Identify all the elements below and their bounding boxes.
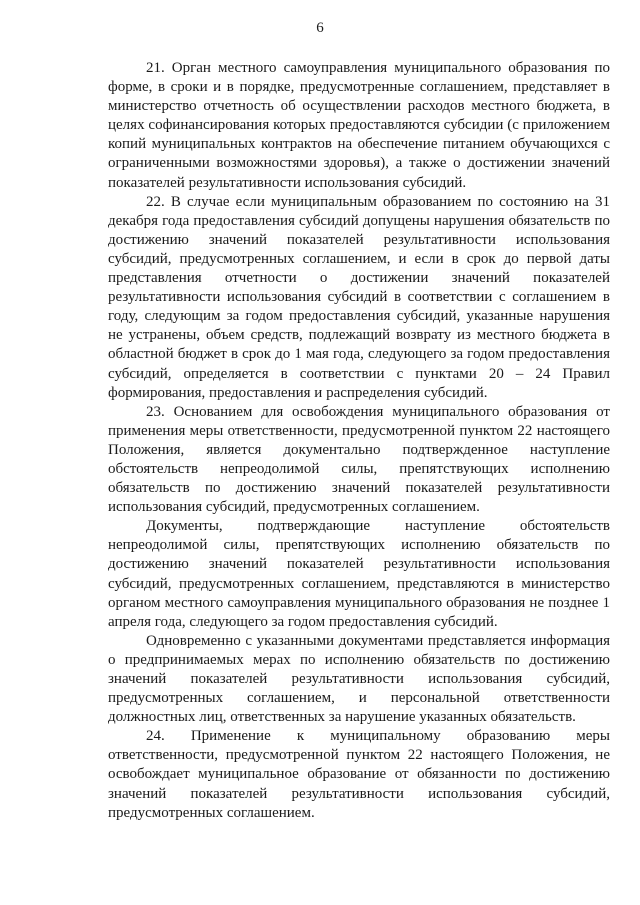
paragraph-item-21: 21. Орган местного самоуправления муниципального образования по форме, в сроки и в порядке, предусмотренные соглашением, представляет в министерство отчетность об осуществлении расходов местного бюджета, в целях софинансирования которых предоставляются субсидии (с приложением копий муниципальных контрактов на обеспечение питанием обучающихся с ограниченными возможностями здоровья), а также о достижении значений показателей результативности использования субсидий. — [108, 60, 610, 191]
paragraph-simultaneously: Одновременно с указанными документами представляется информация о предпринимаемых мерах по исполнению обязательств по достижению значений показателей результативности использования субсидий, предусмотренных соглашением, и персональной ответственности должностных лиц, ответственных за нарушение указанных обязательств. — [108, 632, 610, 726]
paragraph-item-24: 24. Применение к муниципальному образованию меры ответственности, предусмотренной пунктом 22 настоящего Положения, не освобождает муниципальное образование от обязанности по достижению значений показателей результативности использования субсидий, предусмотренных соглашением. — [108, 728, 610, 821]
paragraph-item-22: 22. В случае если муниципальным образованием по состоянию на 31 декабря года предоставления субсидий допущены нарушения обязательств по достижению значений показателей результативности использования субсидий, предусмотренных соглашением, и если в срок до первой даты представления отчетности о достижении значений показателей результативности использования субсидий в соответствии с соглашением в году, следующим за годом предоставления субсидий, указанные нарушения не устранены, объем средств, подлежащий возврату из местного бюджета в областной бюджет в срок до 1 мая года, следующего за годом предоставления субсидий, определяется в соответствии с пунктами 20 – 24 Правил формирования, предоставления и распределения субсидий. — [108, 193, 610, 401]
document-body — [108, 59, 610, 823]
page-number: 6 — [316, 20, 324, 36]
paragraph-documents: Документы, подтверждающие наступление обстоятельств непреодолимой силы, препятствующих исполнению обязательств по достижению значений показателей результативности использования субсидий, предусмотренных соглашением, представляются в министерство органом местного самоуправления муниципального образования не позднее 1 апреля года, следующего за годом предоставления субсидий. — [108, 518, 610, 630]
paragraph-item-23: 23. Основанием для освобождения муниципального образования от применения меры ответственности, предусмотренной пунктом 22 настоящего Положения, является документально подтвержденное наступление обстоятельств непреодолимой силы, препятствующих исполнению обязательств по достижению значений показателей результативности использования субсидий, предусмотренных соглашением. — [108, 403, 610, 516]
